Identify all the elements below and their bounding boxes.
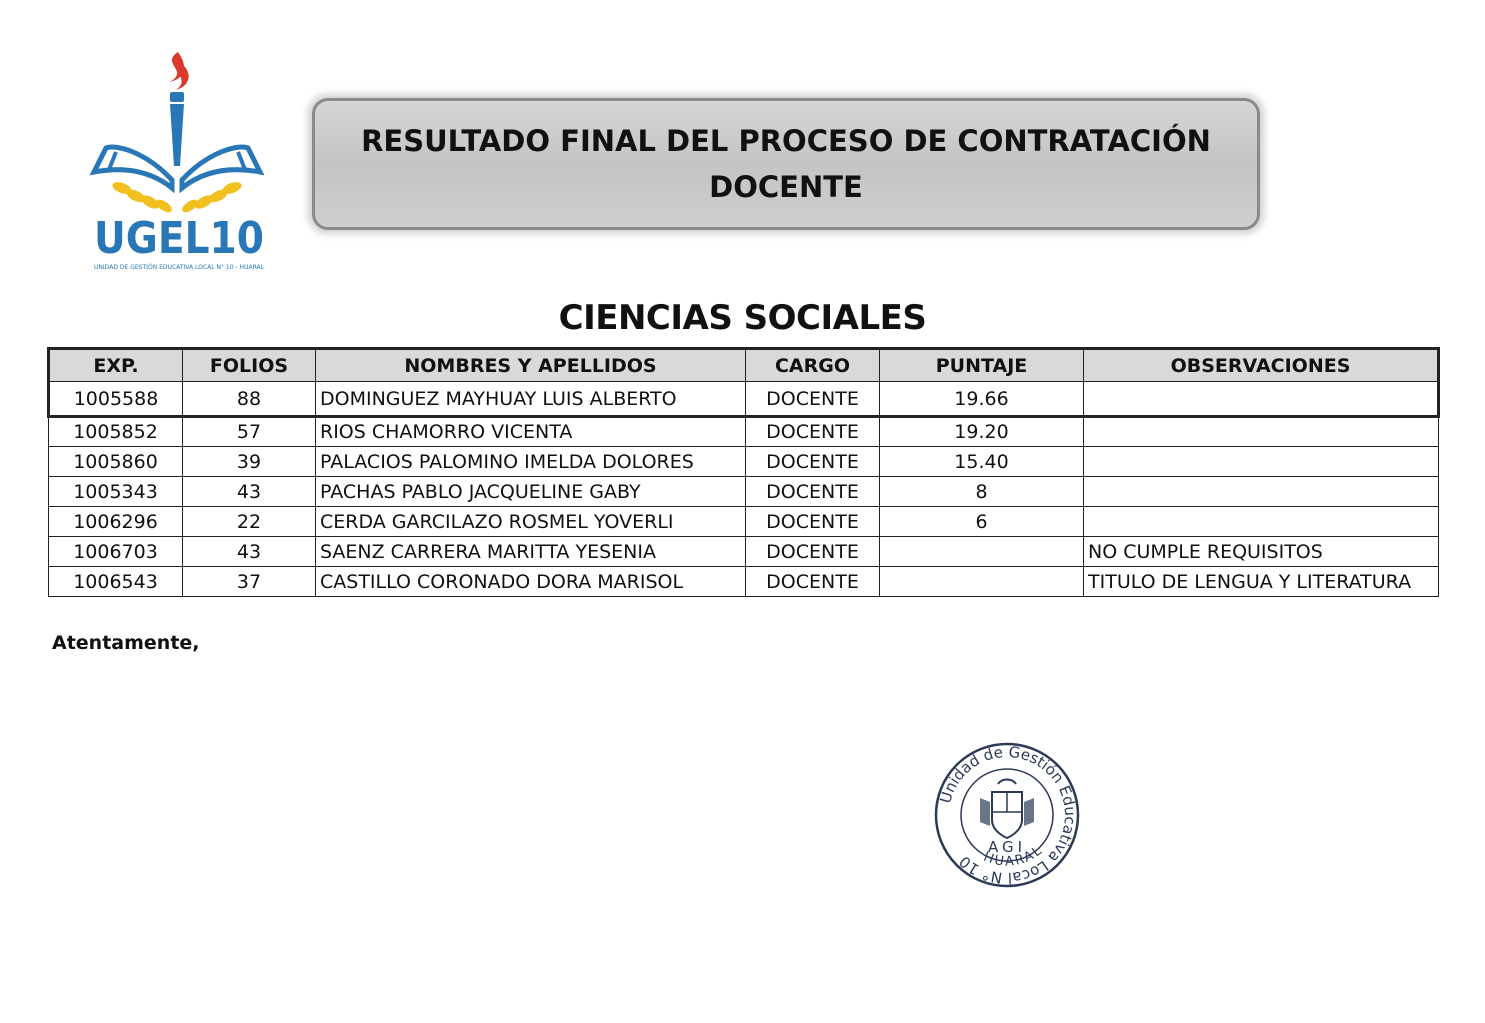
seal-bottom-text: HUARAL bbox=[981, 842, 1046, 870]
cell-cargo: DOCENTE bbox=[746, 382, 880, 417]
table-row bbox=[49, 447, 1439, 477]
header-puntaje: PUNTAJE bbox=[880, 349, 1084, 382]
cell-puntaje: 6 bbox=[880, 507, 1084, 537]
official-seal-graphic bbox=[932, 740, 1082, 890]
logo-brand-text: UGEL10 bbox=[94, 213, 264, 264]
title-line-1: RESULTADO FINAL DEL PROCESO DE CONTRATACIÓN bbox=[361, 124, 1211, 158]
table-row bbox=[49, 507, 1439, 537]
cell-nombre: DOMINGUEZ MAYHUAY LUIS ALBERTO bbox=[316, 382, 746, 417]
cell-cargo: DOCENTE bbox=[746, 417, 880, 447]
table-header-row bbox=[49, 349, 1439, 382]
table-row bbox=[49, 382, 1439, 417]
cell-observaciones bbox=[1084, 477, 1439, 507]
cell-exp: 1006296 bbox=[49, 507, 183, 537]
cell-cargo: DOCENTE bbox=[746, 567, 880, 597]
cell-nombre: CASTILLO CORONADO DORA MARISOL bbox=[316, 567, 746, 597]
cell-puntaje bbox=[880, 567, 1084, 597]
closing-text: Atentamente, bbox=[52, 632, 200, 654]
cell-folios: 43 bbox=[183, 537, 316, 567]
cell-puntaje: 8 bbox=[880, 477, 1084, 507]
cell-nombre: RIOS CHAMORRO VICENTA bbox=[316, 417, 746, 447]
cell-nombre: PALACIOS PALOMINO IMELDA DOLORES bbox=[316, 447, 746, 477]
cell-folios: 37 bbox=[183, 567, 316, 597]
table-row bbox=[49, 567, 1439, 597]
cell-folios: 22 bbox=[183, 507, 316, 537]
title-line-2: DOCENTE bbox=[709, 170, 863, 204]
cell-folios: 39 bbox=[183, 447, 316, 477]
cell-nombre: PACHAS PABLO JACQUELINE GABY bbox=[316, 477, 746, 507]
logo-tagline-text: UNIDAD DE GESTIÓN EDUCATIVA LOCAL N° 10 - HUARAL bbox=[94, 264, 265, 271]
cell-cargo: DOCENTE bbox=[746, 507, 880, 537]
cell-folios: 57 bbox=[183, 417, 316, 447]
seal-center-text: AGI bbox=[987, 838, 1027, 856]
cell-puntaje: 19.66 bbox=[880, 382, 1084, 417]
ugel10-logo-graphic bbox=[86, 48, 272, 274]
cell-puntaje bbox=[880, 537, 1084, 567]
cell-exp: 1005343 bbox=[49, 477, 183, 507]
cell-exp: 1006543 bbox=[49, 567, 183, 597]
cell-observaciones bbox=[1084, 447, 1439, 477]
cell-observaciones bbox=[1084, 382, 1439, 417]
table-row bbox=[49, 417, 1439, 447]
cell-observaciones bbox=[1084, 507, 1439, 537]
title-box bbox=[312, 98, 1260, 230]
cell-nombre: SAENZ CARRERA MARITTA YESENIA bbox=[316, 537, 746, 567]
cell-observaciones: NO CUMPLE REQUISITOS bbox=[1084, 537, 1439, 567]
cell-nombre: CERDA GARCILAZO ROSMEL YOVERLI bbox=[316, 507, 746, 537]
cell-cargo: DOCENTE bbox=[746, 447, 880, 477]
header-observaciones: OBSERVACIONES bbox=[1084, 349, 1439, 382]
cell-exp: 1005588 bbox=[49, 382, 183, 417]
cell-folios: 43 bbox=[183, 477, 316, 507]
cell-exp: 1005852 bbox=[49, 417, 183, 447]
header-nombres: NOMBRES Y APELLIDOS bbox=[316, 349, 746, 382]
cell-observaciones bbox=[1084, 417, 1439, 447]
subject-heading: CIENCIAS SOCIALES bbox=[558, 298, 927, 338]
seal-ring-text: Unidad de Gestión Educativa Local N° 10 bbox=[936, 742, 1080, 888]
cell-cargo: DOCENTE bbox=[746, 537, 880, 567]
table-row bbox=[49, 477, 1439, 507]
results-table bbox=[47, 347, 1440, 597]
official-seal bbox=[932, 740, 1082, 890]
cell-exp: 1005860 bbox=[49, 447, 183, 477]
cell-observaciones: TITULO DE LENGUA Y LITERATURA bbox=[1084, 567, 1439, 597]
cell-puntaje: 19.20 bbox=[880, 417, 1084, 447]
cell-puntaje: 15.40 bbox=[880, 447, 1084, 477]
header-folios: FOLIOS bbox=[183, 349, 316, 382]
header-cargo: CARGO bbox=[746, 349, 880, 382]
cell-cargo: DOCENTE bbox=[746, 477, 880, 507]
cell-folios: 88 bbox=[183, 382, 316, 417]
header-exp: EXP. bbox=[49, 349, 183, 382]
cell-exp: 1006703 bbox=[49, 537, 183, 567]
table-row bbox=[49, 537, 1439, 567]
ugel10-logo bbox=[86, 48, 272, 274]
